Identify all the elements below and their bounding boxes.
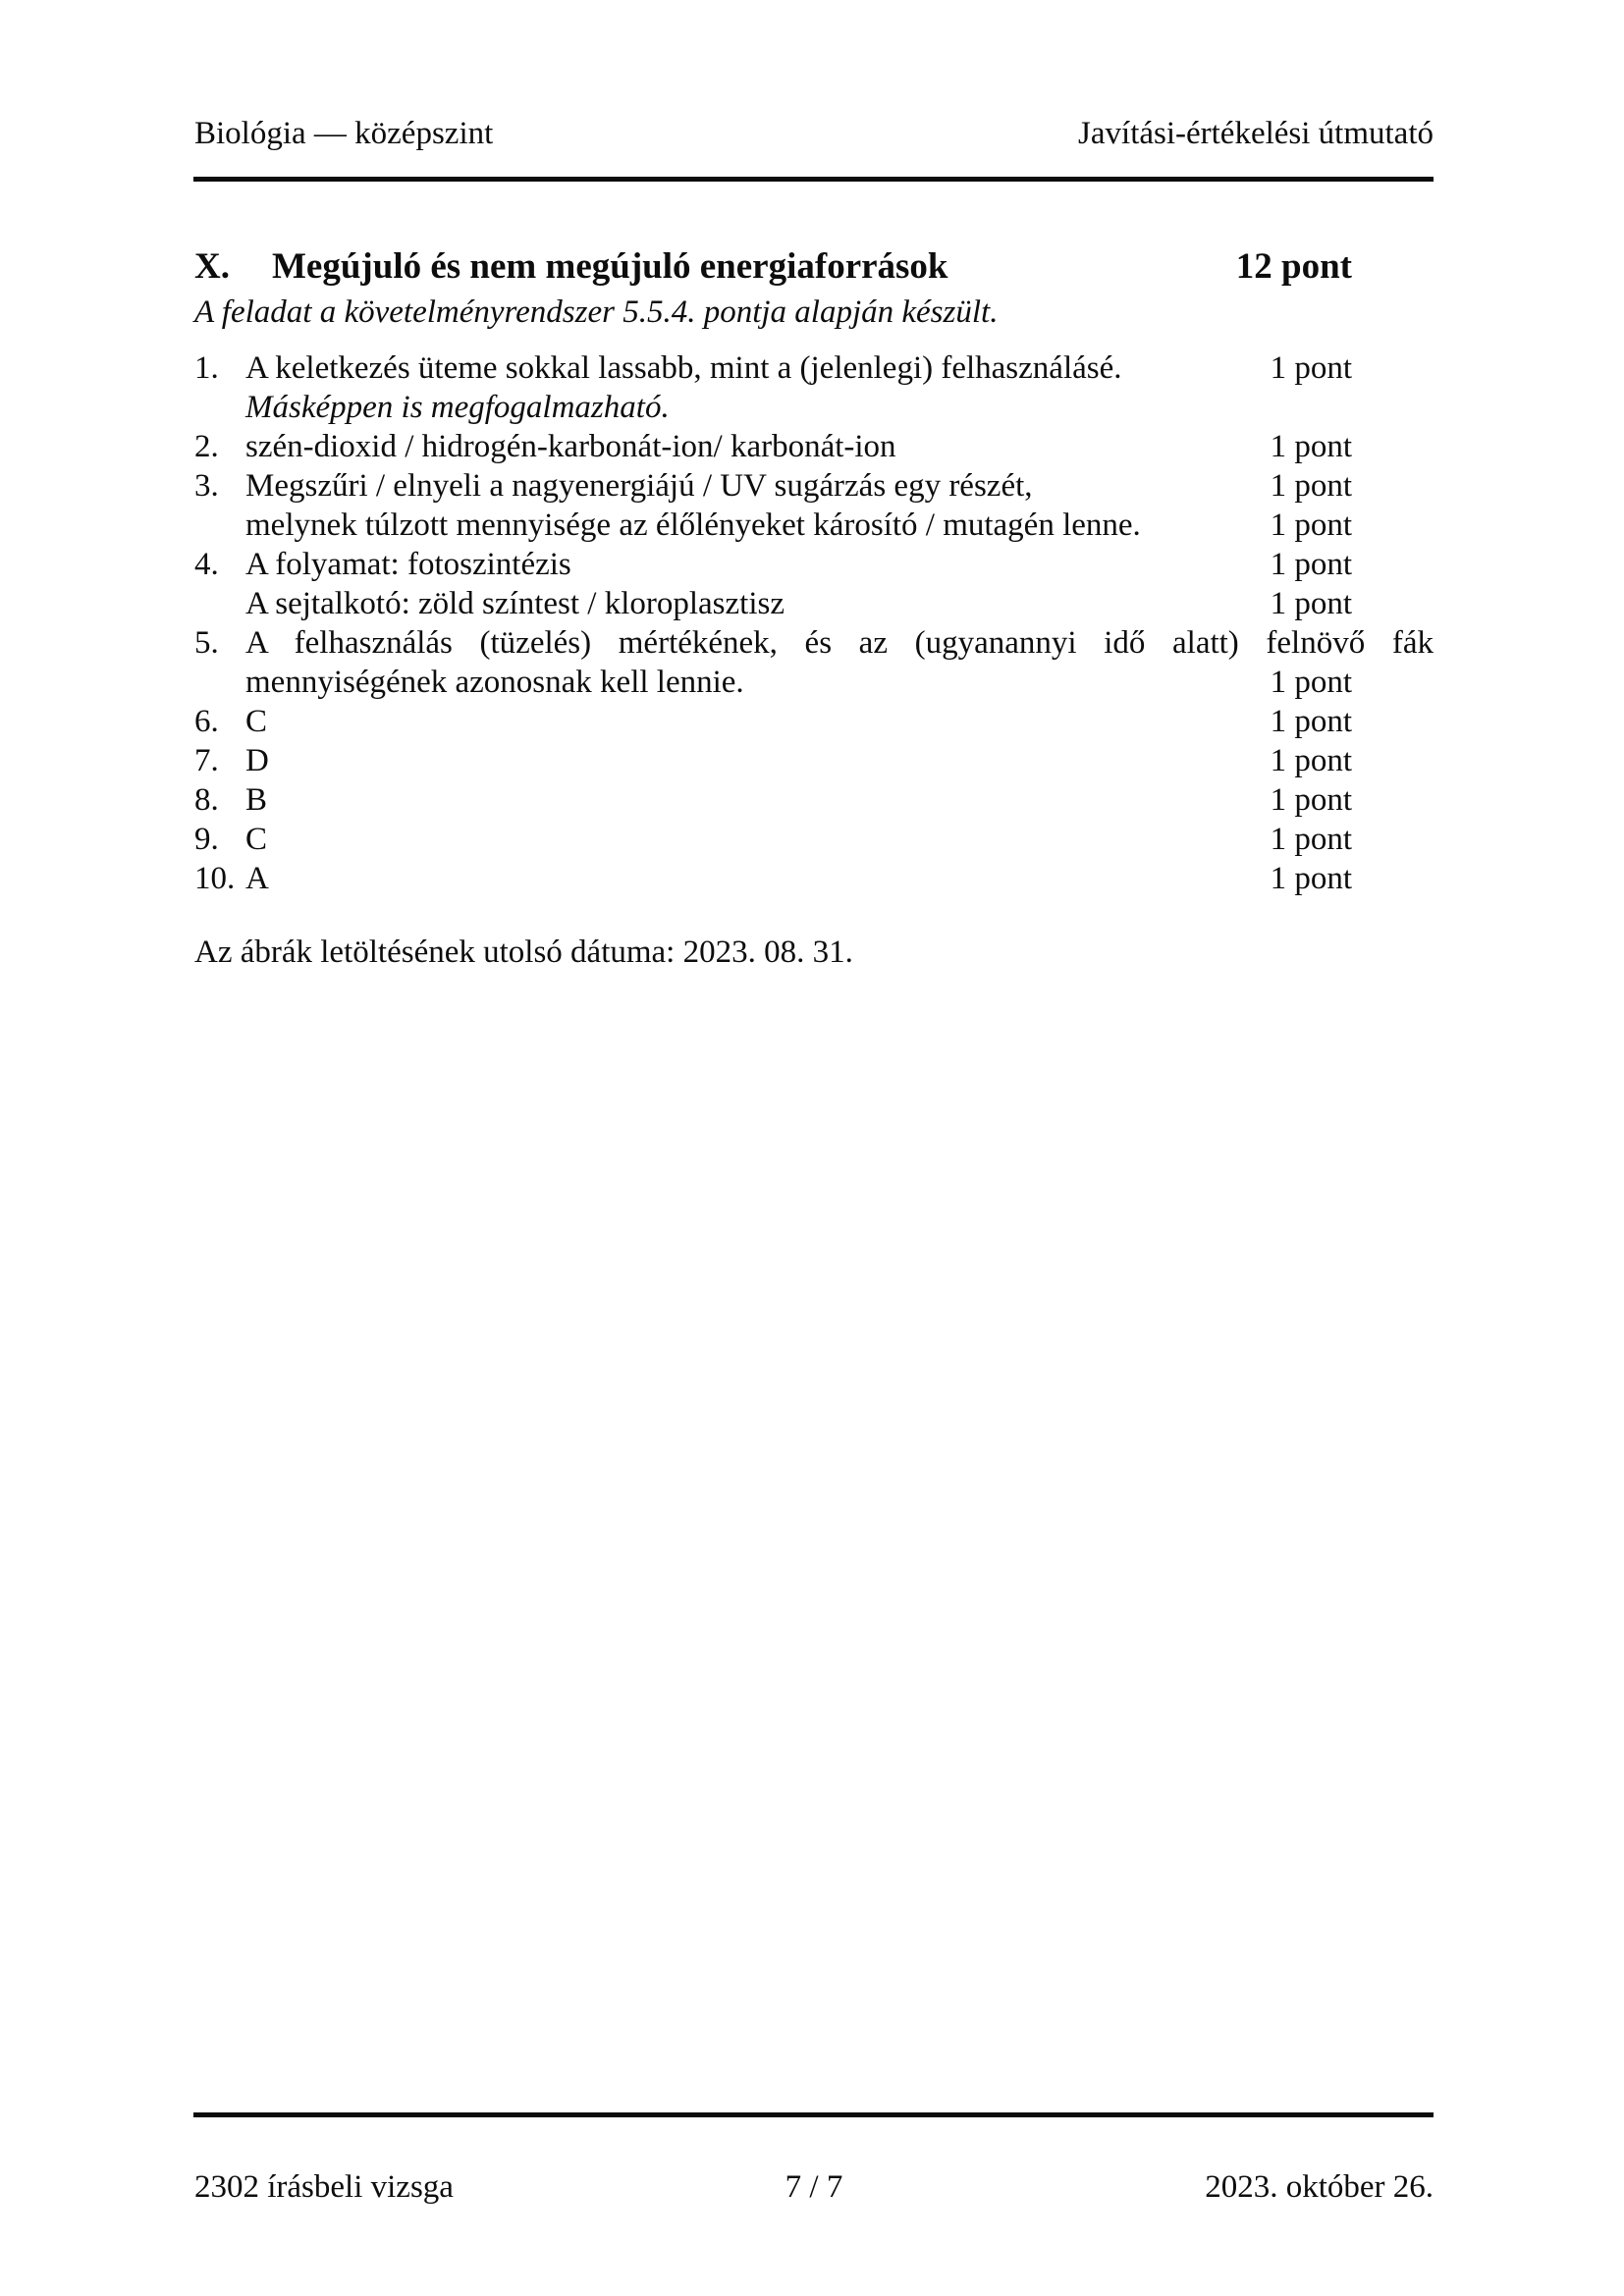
answer-item-text: Megszűri / elnyeli a nagyenergiájú / UV sugárzás egy részét, <box>245 468 1033 504</box>
answer-item-text: B <box>245 782 268 818</box>
answer-row <box>194 663 1434 702</box>
footer-date: 2023. október 26. <box>1205 2169 1434 2205</box>
answer-list <box>194 348 1434 898</box>
task-title: Megújuló és nem megújuló energiaforrások <box>272 246 948 287</box>
header-rule <box>193 177 1434 182</box>
answer-item-text: C <box>245 704 268 739</box>
header-guide-label: Javítási-értékelési útmutató <box>1078 116 1434 151</box>
answer-row <box>194 859 1434 898</box>
answer-row <box>194 388 1434 427</box>
points-label: 1 pont <box>1270 468 1352 504</box>
points-label: 1 pont <box>1270 861 1352 896</box>
answer-item-text: Másképpen is megfogalmazható. <box>245 390 670 425</box>
answer-item-text: A folyamat: fotoszintézis <box>245 547 571 582</box>
answer-item-text: A <box>245 861 269 896</box>
figures-download-note: Az ábrák letöltésének utolsó dátuma: 2023. 08. 31. <box>194 934 853 970</box>
answer-row <box>194 348 1434 388</box>
footer-rule <box>193 2112 1434 2117</box>
page-header <box>194 114 1434 153</box>
answer-row <box>194 427 1434 466</box>
points-label: 1 pont <box>1270 429 1352 464</box>
task-total-points: 12 pont <box>1235 246 1352 287</box>
answer-item-text: melynek túlzott mennyisége az élőlényeket károsító / mutagén lenne. <box>245 507 1141 543</box>
answer-item-number: 9. <box>194 822 219 857</box>
answer-row <box>194 623 1434 663</box>
task-subtitle: A feladat a követelményrendszer 5.5.4. pontja alapján készült. <box>194 294 999 330</box>
answer-item-text: A felhasználás (tüzelés) mértékének, és az (ugyanannyi idő alatt) felnövő fák <box>245 625 1434 661</box>
answer-row <box>194 506 1434 545</box>
answer-item-text: szén-dioxid / hidrogén-karbonát-ion/ karbonát-ion <box>245 429 896 464</box>
points-label: 1 pont <box>1270 507 1352 543</box>
answer-item-number: 10. <box>194 861 236 896</box>
points-label: 1 pont <box>1270 586 1352 621</box>
answer-item-number: 5. <box>194 625 219 661</box>
answer-row <box>194 584 1434 623</box>
points-label: 1 pont <box>1270 822 1352 857</box>
answer-item-text: A keletkezés üteme sokkal lassabb, mint a (jelenlegi) felhasználásé. <box>245 350 1122 386</box>
answer-row <box>194 545 1434 584</box>
answer-row <box>194 702 1434 741</box>
footer-exam-code: 2302 írásbeli vizsga <box>194 2169 454 2205</box>
answer-item-number: 6. <box>194 704 219 739</box>
answer-row <box>194 466 1434 506</box>
page-footer <box>194 2167 1434 2207</box>
task-numeral: X. <box>194 246 230 287</box>
answer-row <box>194 780 1434 820</box>
answer-item-number: 1. <box>194 350 219 386</box>
answer-item-number: 7. <box>194 743 219 778</box>
answer-item-text: D <box>245 743 269 778</box>
answer-row <box>194 741 1434 780</box>
answer-item-text: mennyiségének azonosnak kell lennie. <box>245 665 744 700</box>
header-subject-label: Biológia — középszint <box>194 116 494 151</box>
points-label: 1 pont <box>1270 547 1352 582</box>
points-label: 1 pont <box>1270 782 1352 818</box>
answer-item-number: 2. <box>194 429 219 464</box>
points-label: 1 pont <box>1270 743 1352 778</box>
answer-row <box>194 820 1434 859</box>
answer-item-text: C <box>245 822 268 857</box>
points-label: 1 pont <box>1270 665 1352 700</box>
answer-item-text: A sejtalkotó: zöld színtest / kloroplasztisz <box>245 586 785 621</box>
answer-item-number: 3. <box>194 468 219 504</box>
points-label: 1 pont <box>1270 704 1352 739</box>
points-label: 1 pont <box>1270 350 1352 386</box>
answer-item-number: 8. <box>194 782 219 818</box>
answer-item-number: 4. <box>194 547 219 582</box>
footer-page-number: 7 / 7 <box>785 2169 843 2205</box>
